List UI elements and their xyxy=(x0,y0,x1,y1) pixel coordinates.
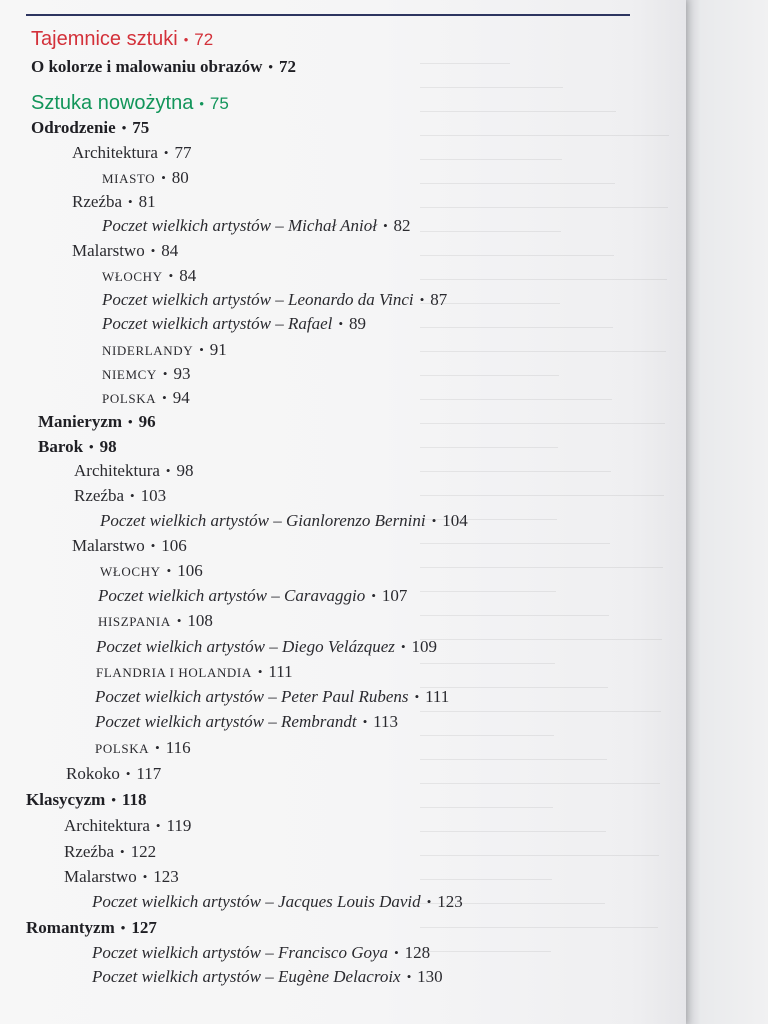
toc-entry: Poczet wielkich artystów – Eugène Delacroix • 130 xyxy=(92,967,443,986)
show-through-line xyxy=(420,327,613,328)
show-through-line xyxy=(420,591,556,592)
toc-entry: Poczet wielkich artystów – Caravaggio • 107 xyxy=(98,586,408,605)
show-through-line xyxy=(420,471,611,472)
toc-entry: MIASTO • 80 xyxy=(102,168,189,187)
toc-entry: Poczet wielkich artystów – Leonardo da Vinci • 87 xyxy=(102,290,448,309)
show-through-line xyxy=(420,351,666,352)
toc-entry: Architektura • 119 xyxy=(64,816,192,835)
show-through-line xyxy=(420,87,563,88)
toc-entry: Romantyzm • 127 xyxy=(26,918,157,937)
toc-entry: Poczet wielkich artystów – Gianlorenzo Bernini • 104 xyxy=(100,511,468,530)
toc-entry: FLANDRIA I HOLANDIA • 111 xyxy=(96,662,293,681)
show-through-line xyxy=(420,543,610,544)
toc-entry: O kolorze i malowaniu obrazów • 72 xyxy=(31,57,296,76)
show-through-line xyxy=(420,255,614,256)
toc-entry: Poczet wielkich artystów – Rembrandt • 113 xyxy=(95,712,399,731)
show-through-line xyxy=(420,663,555,664)
show-through-line xyxy=(420,951,551,952)
toc-entry: NIEMCY • 93 xyxy=(102,364,191,383)
toc-entry: Barok • 98 xyxy=(38,437,117,456)
show-through-line xyxy=(420,375,559,376)
show-through-line xyxy=(420,567,663,568)
toc-entry: Poczet wielkich artystów – Francisco Goya • 128 xyxy=(92,943,431,962)
toc-entry: Rzeźba • 122 xyxy=(64,842,157,861)
show-through-line xyxy=(420,711,661,712)
show-through-line xyxy=(420,423,665,424)
show-through-line xyxy=(420,831,606,832)
toc-entry: Malarstwo • 106 xyxy=(72,536,187,555)
toc-entry: NIDERLANDY • 91 xyxy=(102,340,227,359)
show-through-line xyxy=(420,783,660,784)
show-through-line xyxy=(420,879,552,880)
toc-entry: Rzeźba • 81 xyxy=(72,192,156,211)
toc-entry: Rokoko • 117 xyxy=(66,764,162,783)
toc-entry: Architektura • 77 xyxy=(72,143,192,162)
show-through-line xyxy=(420,855,659,856)
toc-entry: Architektura • 98 xyxy=(74,461,194,480)
toc-entry: POLSKA • 94 xyxy=(102,388,190,407)
toc-entry: Poczet wielkich artystów – Diego Velázquez • 109 xyxy=(96,637,437,656)
show-through-line xyxy=(420,135,669,136)
show-through-line xyxy=(420,639,662,640)
show-through-line xyxy=(420,495,664,496)
toc-entry: POLSKA • 116 xyxy=(95,738,191,757)
toc-entry: Malarstwo • 123 xyxy=(64,867,179,886)
show-through-line xyxy=(420,399,612,400)
toc-entry: WŁOCHY • 84 xyxy=(102,266,197,285)
show-through-line xyxy=(420,279,667,280)
facing-page xyxy=(686,0,768,1024)
toc-section-heading: Tajemnice sztuki • 72 xyxy=(31,28,214,50)
toc-entry: Odrodzenie • 75 xyxy=(31,118,150,137)
toc-entry: Rzeźba • 103 xyxy=(74,486,167,505)
show-through-line xyxy=(420,111,616,112)
toc-entry: HISZPANIA • 108 xyxy=(98,611,213,630)
toc-entry: WŁOCHY • 106 xyxy=(100,561,203,580)
show-through-line xyxy=(420,183,615,184)
toc-entry: Malarstwo • 84 xyxy=(72,241,179,260)
show-through-line xyxy=(420,807,553,808)
show-through-line xyxy=(420,231,561,232)
show-through-line xyxy=(420,735,554,736)
show-through-line xyxy=(420,927,658,928)
show-through-line xyxy=(420,447,558,448)
show-through-line xyxy=(420,759,607,760)
toc-entry: Klasycyzm • 118 xyxy=(26,790,147,809)
show-through-line xyxy=(420,207,668,208)
header-rule xyxy=(26,14,630,16)
show-through-line xyxy=(420,159,562,160)
toc-entry: Poczet wielkich artystów – Jacques Louis David • 123 xyxy=(92,892,463,911)
toc-entry: Poczet wielkich artystów – Peter Paul Rubens • 111 xyxy=(95,687,450,706)
show-through-line xyxy=(420,63,510,64)
toc-entry: Manieryzm • 96 xyxy=(38,412,156,431)
toc-entry: Poczet wielkich artystów – Rafael • 89 xyxy=(102,314,366,333)
show-through-line xyxy=(420,615,609,616)
toc-section-heading: Sztuka nowożytna • 75 xyxy=(31,92,229,114)
toc-entry: Poczet wielkich artystów – Michał Anioł • 82 xyxy=(102,216,411,235)
